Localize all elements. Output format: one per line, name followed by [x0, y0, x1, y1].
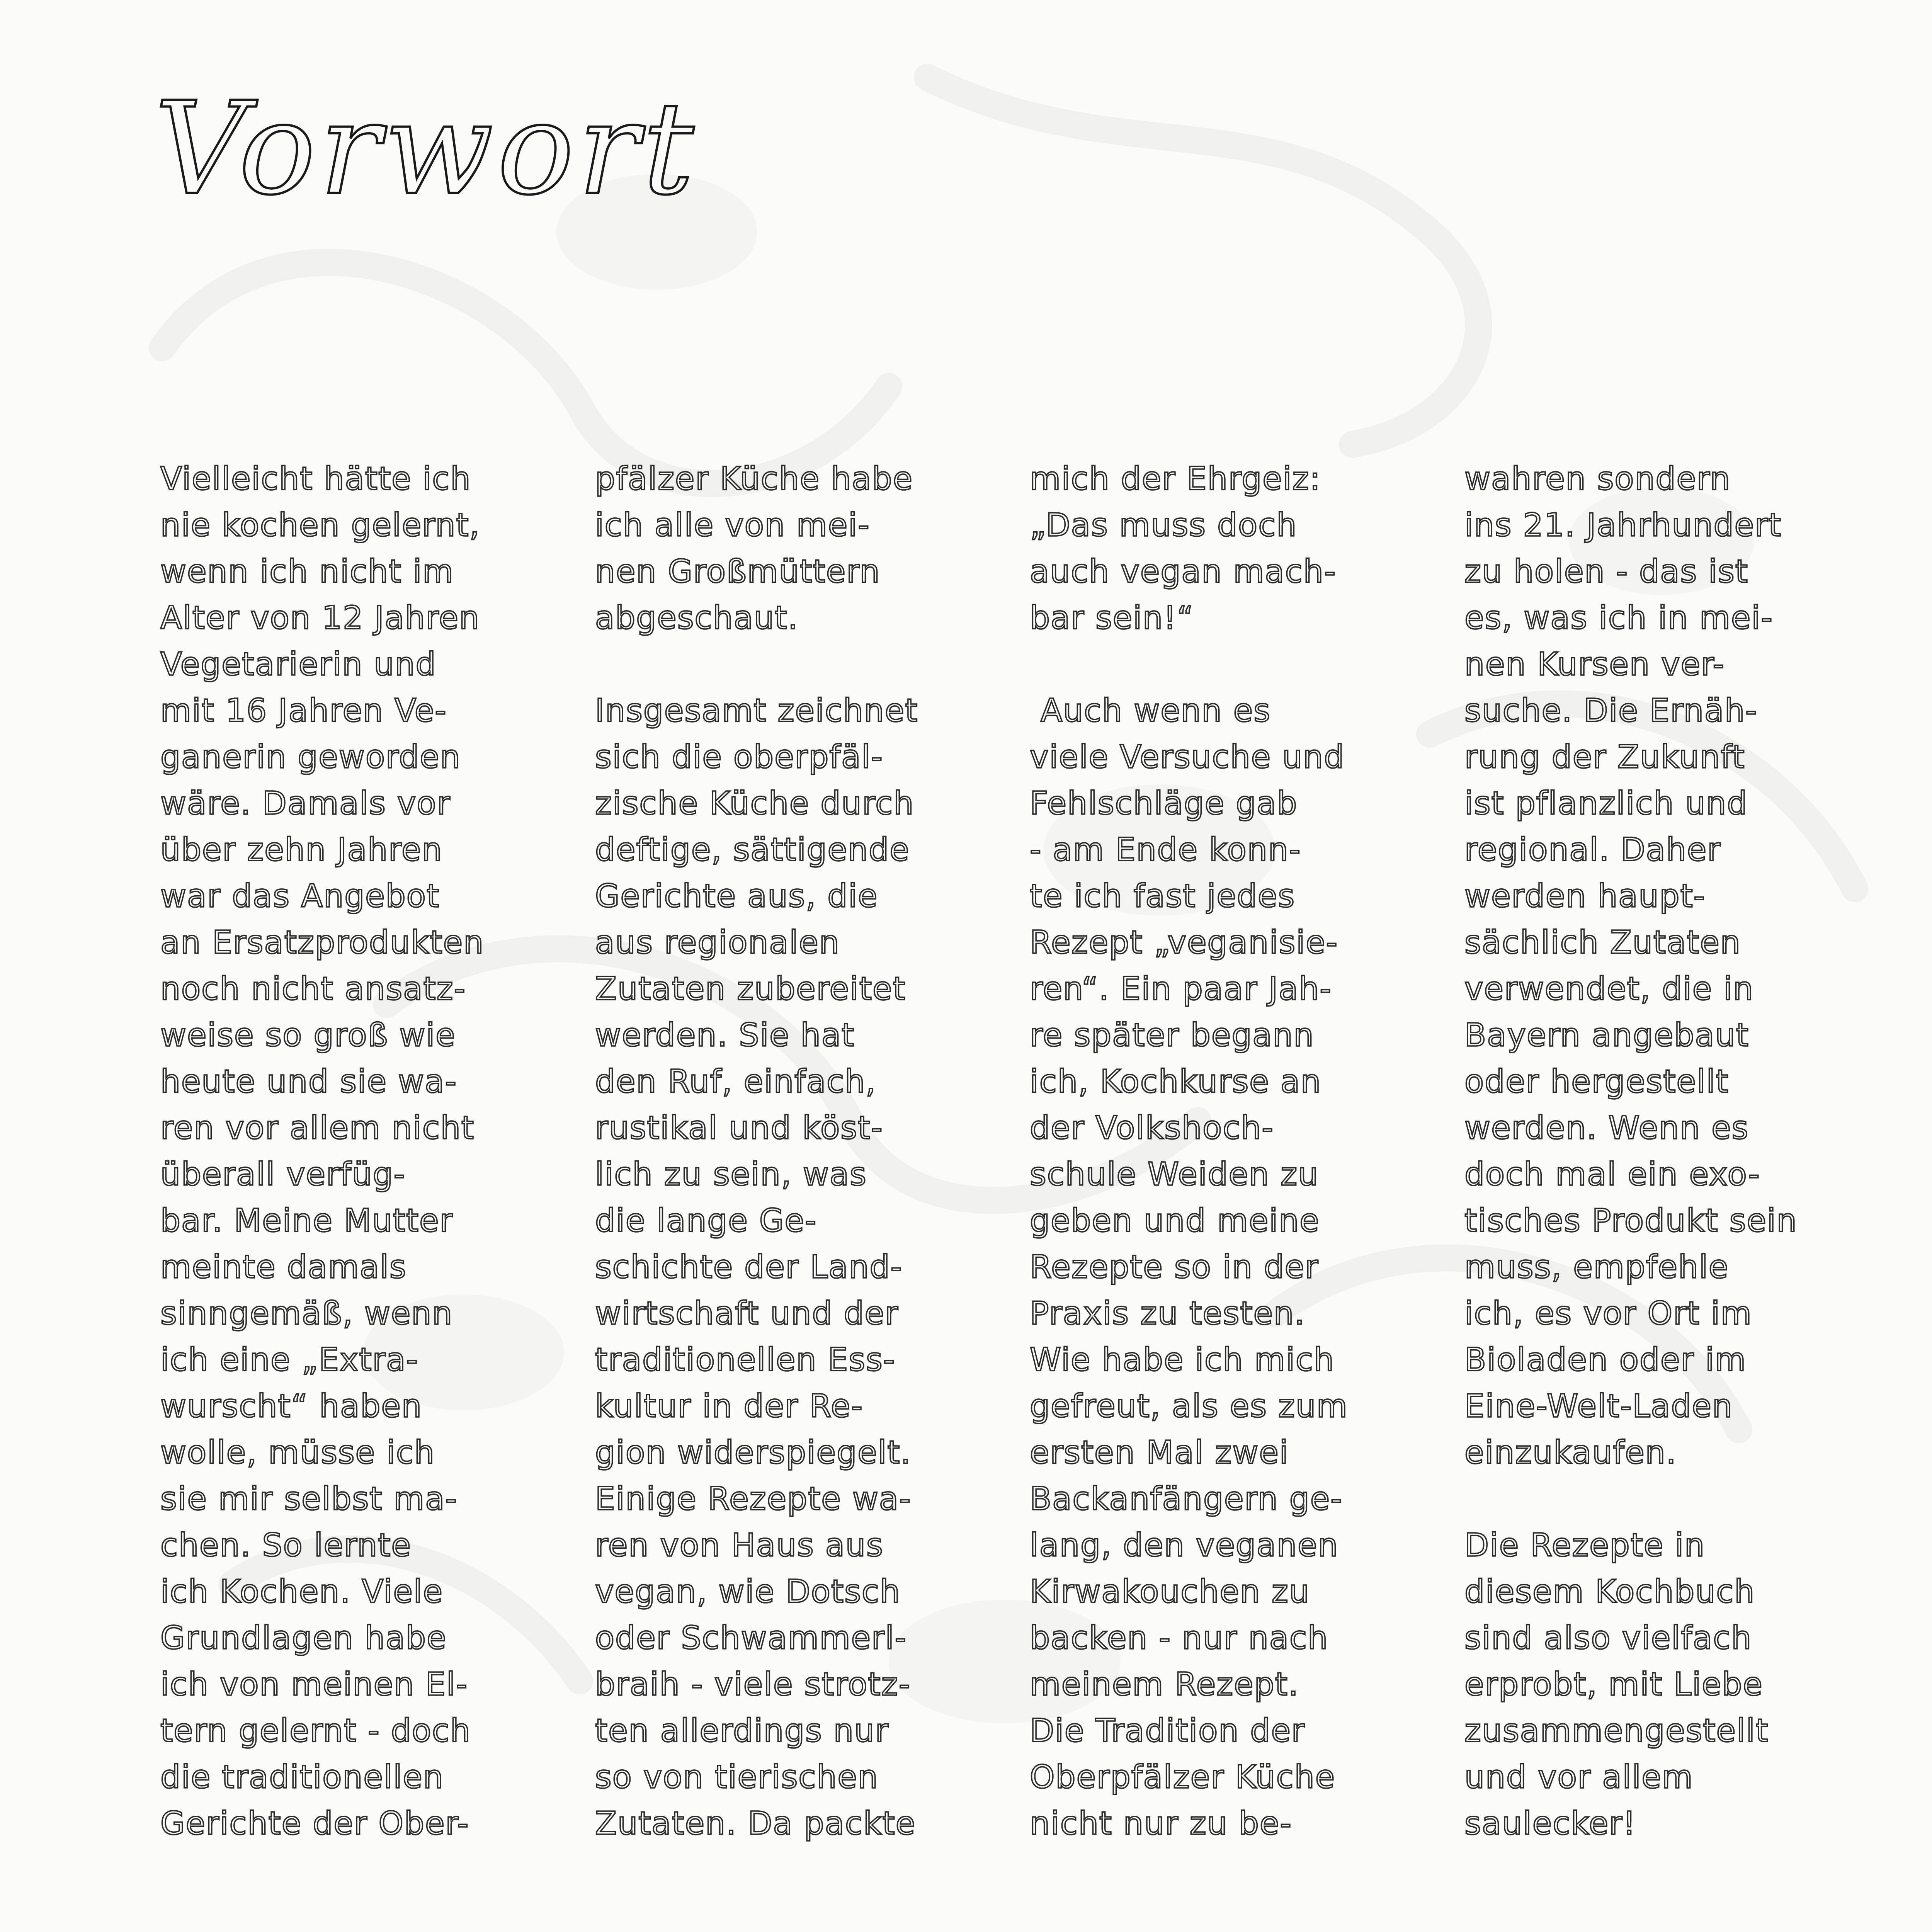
text-line: werden. Sie hat	[595, 1017, 855, 1054]
text-line: ich Kochen. Viele	[160, 1573, 444, 1610]
text-line: bar. Meine Mutter	[160, 1202, 454, 1239]
text-line: saulecker!	[1464, 1805, 1636, 1842]
text-line: Die Rezepte in	[1464, 1527, 1706, 1564]
text-line: werden haupt-	[1464, 878, 1706, 915]
text-line: nie kochen gelernt,	[160, 507, 480, 544]
text-line: sie mir selbst ma-	[160, 1481, 458, 1517]
text-line: Wie habe ich mich	[1030, 1342, 1335, 1378]
text-line: ins 21. Jahrhundert	[1464, 507, 1782, 544]
text-line: Oberpfälzer Küche	[1030, 1759, 1336, 1796]
text-line: heute und sie wa-	[160, 1063, 457, 1100]
text-line: nen Großmüttern	[595, 553, 881, 590]
text-line: zu holen - das ist	[1464, 553, 1748, 590]
text-line: ganerin geworden	[160, 739, 461, 776]
text-column-1	[160, 456, 582, 1847]
text-line: zusammengestellt	[1464, 1713, 1769, 1749]
text-line: wirtschaft und der	[595, 1295, 899, 1332]
text-line: wurscht“ haben	[160, 1388, 422, 1425]
text-line: meinte damals	[160, 1249, 407, 1286]
text-line	[595, 641, 1016, 688]
text-line: Rezept „veganisie-	[1030, 924, 1338, 961]
text-line: lich zu sein, was	[595, 1156, 867, 1193]
text-line: ren vor allem nicht	[160, 1110, 475, 1146]
text-line: werden. Wenn es	[1464, 1110, 1749, 1146]
text-line	[1464, 1476, 1886, 1522]
text-line: Einige Rezepte wa-	[595, 1481, 912, 1517]
text-line: wolle, müsse ich	[160, 1434, 435, 1471]
text-line: suche. Die Ernäh-	[1464, 692, 1758, 729]
text-line: zische Küche durch	[595, 785, 915, 822]
text-column-3	[1030, 456, 1451, 1847]
text-line: geben und meine	[1030, 1202, 1320, 1239]
text-line: chen. So lernte	[160, 1527, 412, 1564]
text-line: weise so groß wie	[160, 1017, 456, 1054]
text-line: - am Ende konn-	[1030, 832, 1301, 868]
text-line: den Ruf, einfach,	[595, 1063, 877, 1100]
text-line: backen - nur nach	[1030, 1620, 1329, 1656]
text-line: muss, empfehle	[1464, 1249, 1729, 1286]
text-line: tisches Produkt sein	[1464, 1202, 1798, 1239]
text-line: oder Schwammerl-	[595, 1620, 907, 1656]
text-line: rung der Zukunft	[1464, 739, 1745, 776]
text-line: ich, es vor Ort im	[1464, 1295, 1752, 1332]
text-line: ich, Kochkurse an	[1030, 1063, 1321, 1100]
text-line: Bioladen oder im	[1464, 1342, 1747, 1378]
text-line: ist pflanzlich und	[1464, 785, 1748, 822]
text-column-4	[1464, 456, 1886, 1847]
text-line: deftige, sättigende	[595, 832, 910, 868]
text-line: doch mal ein exo-	[1464, 1156, 1760, 1193]
text-line: erprobt, mit Liebe	[1464, 1666, 1763, 1703]
text-line: vegan, wie Dotsch	[595, 1573, 901, 1610]
text-line: wahren sondern	[1464, 461, 1731, 497]
text-line: Insgesamt zeichnet	[595, 692, 918, 729]
text-line: Kirwakouchen zu	[1030, 1573, 1310, 1610]
text-line: ich von meinen El-	[160, 1666, 468, 1703]
text-line: ren von Haus aus	[595, 1527, 884, 1564]
text-line: Die Tradition der	[1030, 1713, 1305, 1749]
text-line: „Das muss doch	[1030, 507, 1298, 544]
text-line: Zutaten. Da packte	[595, 1805, 916, 1842]
text-line: der Volkshoch-	[1030, 1110, 1274, 1146]
text-line: sind also vielfach	[1464, 1620, 1752, 1656]
text-line: Bayern angebaut	[1464, 1017, 1749, 1054]
text-line: Grundlagen habe	[160, 1620, 447, 1656]
text-line: sich die oberpfäl-	[595, 739, 883, 776]
text-line: auch vegan mach-	[1030, 553, 1337, 590]
text-line: schule Weiden zu	[1030, 1156, 1319, 1193]
text-line: Rezepte so in der	[1030, 1249, 1319, 1286]
text-line: einzukaufen.	[1464, 1434, 1677, 1471]
text-line: ich eine „Extra-	[160, 1342, 419, 1378]
text-line: Vegetarierin und	[160, 646, 437, 683]
text-line: traditionellen Ess-	[595, 1342, 896, 1378]
text-line: schichte der Land-	[595, 1249, 903, 1286]
text-line: re später begann	[1030, 1017, 1315, 1054]
text-line: überall verfüg-	[160, 1156, 406, 1193]
text-line: gion widerspiegelt.	[595, 1434, 912, 1471]
text-line: wäre. Damals vor	[160, 785, 451, 822]
text-line: oder hergestellt	[1464, 1063, 1729, 1100]
text-line: Auch wenn es	[1030, 692, 1271, 729]
text-line: wenn ich nicht im	[160, 553, 454, 590]
text-line: die traditionellen	[160, 1759, 444, 1796]
text-line: abgeschaut.	[595, 600, 799, 636]
text-line: so von tierischen	[595, 1759, 879, 1796]
text-line: braih - viele strotz-	[595, 1666, 911, 1703]
text-line: ten allerdings nur	[595, 1713, 889, 1749]
text-line: Vielleicht hätte ich	[160, 461, 471, 497]
text-line: viele Versuche und	[1030, 739, 1345, 776]
text-line: sächlich Zutaten	[1464, 924, 1741, 961]
text-line: ersten Mal zwei	[1030, 1434, 1289, 1471]
text-line: te ich fast jedes	[1030, 878, 1296, 915]
page-title: Vorwort	[155, 75, 698, 223]
text-line: ich alle von mei-	[595, 507, 870, 544]
text-line	[1030, 641, 1451, 688]
text-line: regional. Daher	[1464, 832, 1721, 868]
text-line: Gerichte aus, die	[595, 878, 878, 915]
text-line: Eine-Welt-Laden	[1464, 1388, 1733, 1425]
text-line: Fehlschläge gab	[1030, 785, 1298, 822]
text-line: verwendet, die in	[1464, 971, 1754, 1007]
text-line: diesem Kochbuch	[1464, 1573, 1755, 1610]
text-line: pfälzer Küche habe	[595, 461, 913, 497]
text-line: aus regionalen	[595, 924, 840, 961]
text-line: die lange Ge-	[595, 1202, 817, 1239]
text-line: kultur in der Re-	[595, 1388, 864, 1425]
text-line: und vor allem	[1464, 1759, 1694, 1796]
text-line: ren“. Ein paar Jah-	[1030, 971, 1332, 1007]
text-column-2	[595, 456, 1016, 1847]
text-line: rustikal und köst-	[595, 1110, 883, 1146]
text-line: nicht nur zu be-	[1030, 1805, 1292, 1842]
text-line: mich der Ehrgeiz:	[1030, 461, 1321, 497]
text-line: war das Angebot	[160, 878, 440, 915]
text-line: mit 16 Jahren Ve-	[160, 692, 447, 729]
text-line: tern gelernt - doch	[160, 1713, 471, 1749]
text-line: noch nicht ansatz-	[160, 971, 466, 1007]
text-line: nen Kursen ver-	[1464, 646, 1725, 683]
text-line: gefreut, als es zum	[1030, 1388, 1348, 1425]
text-line: an Ersatzprodukten	[160, 924, 485, 961]
text-line: Zutaten zubereitet	[595, 971, 906, 1007]
text-line: bar sein!“	[1030, 600, 1194, 636]
text-line: Praxis zu testen.	[1030, 1295, 1306, 1332]
text-line: meinem Rezept.	[1030, 1666, 1299, 1703]
text-line: Backanfängern ge-	[1030, 1481, 1343, 1517]
text-line: Alter von 12 Jahren	[160, 600, 480, 636]
text-line: über zehn Jahren	[160, 832, 443, 868]
text-line: sinngemäß, wenn	[160, 1295, 453, 1332]
text-line: lang, den veganen	[1030, 1527, 1339, 1564]
text-line: es, was ich in mei-	[1464, 600, 1773, 636]
text-line: Gerichte der Ober-	[160, 1805, 469, 1842]
